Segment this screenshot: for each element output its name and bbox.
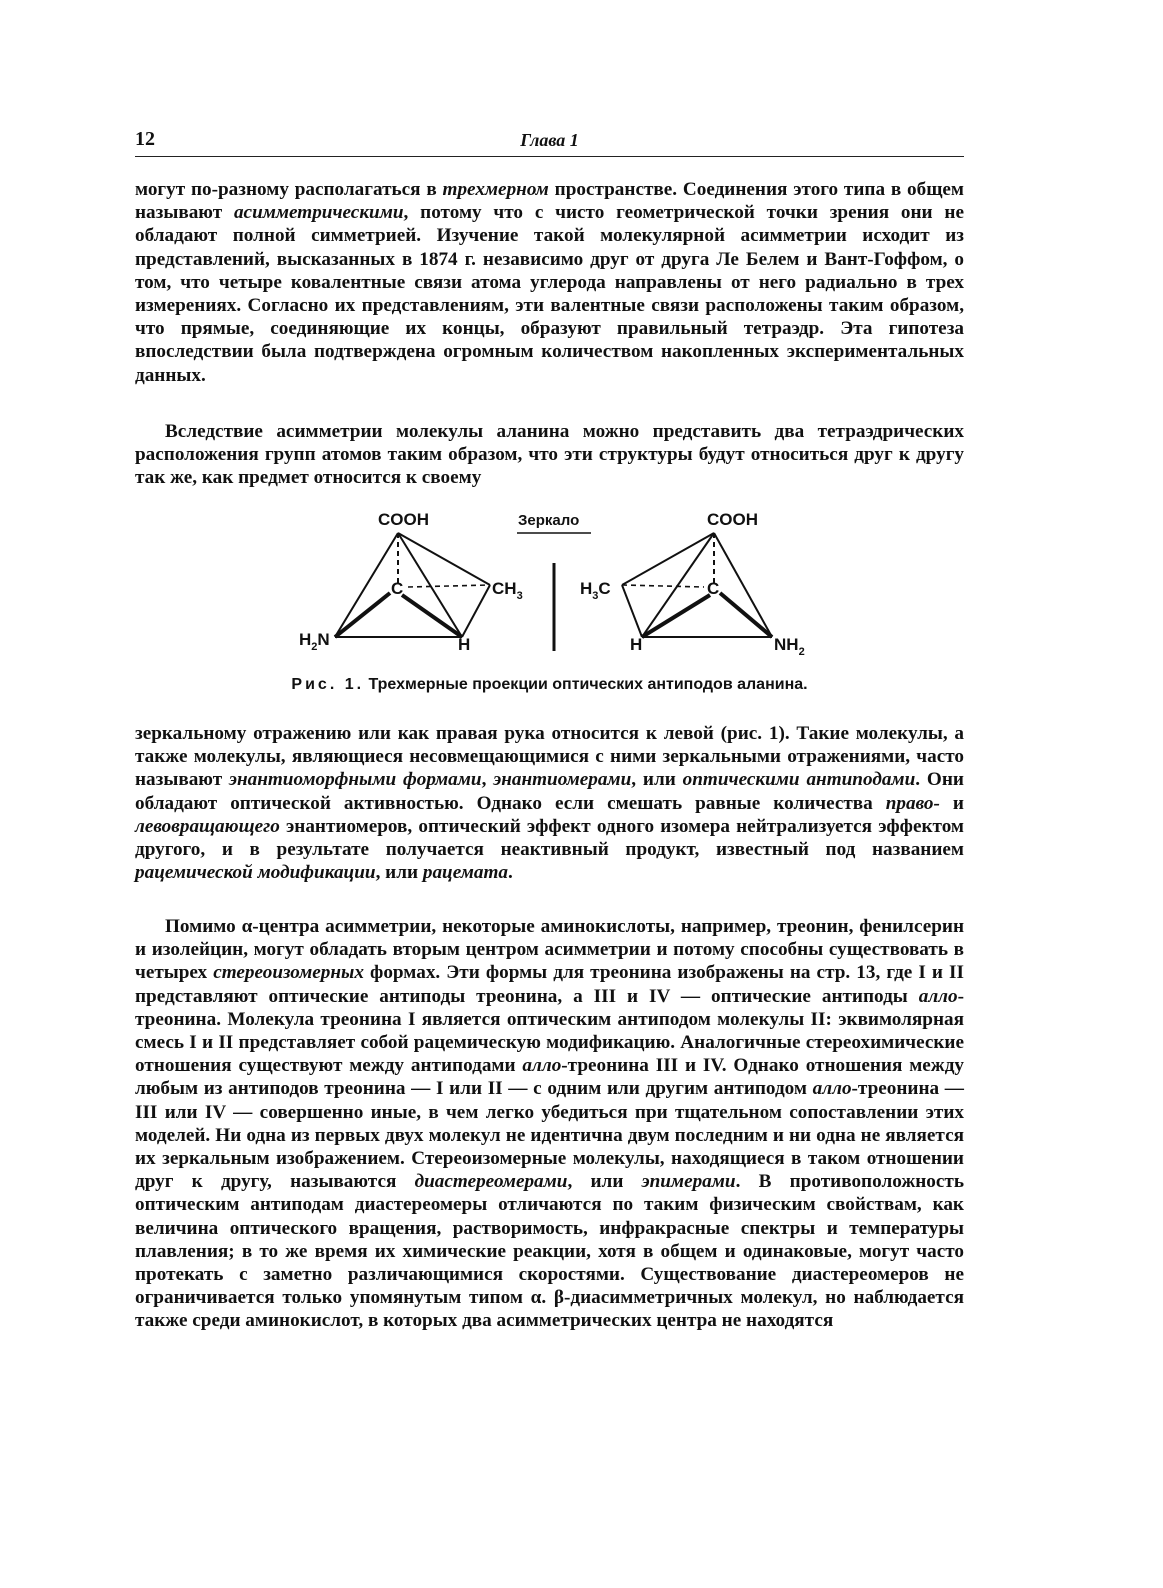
left-tetrahedron [335, 533, 490, 637]
text-run: Вследствие асимметрии молекулы аланина можно представить два тетраэдрических расположения групп атомов таким образом, что эти структуры будут относиться друг к другу так же, как предмет относится к своему [135, 421, 964, 489]
figure-caption-label: Рис. 1. [291, 676, 365, 693]
left-h2n-label: $H_2N$ [299, 630, 330, 653]
figure-caption-text: Трехмерные проекции оптических антиподов аланина. [364, 676, 808, 693]
paragraph-4 [135, 915, 964, 1333]
text-run: -треонина. Молекула треонина I является оптическим антиподом молекулы II: эквимолярная смесь I и II представляет собой рацемическую модификацию. Аналогичные стереохимические отношения существуют между антиподами [135, 985, 964, 1077]
right-h-label: H [630, 635, 643, 654]
italic-term: оптическими антиподами [682, 769, 916, 791]
text-run: , [481, 769, 494, 791]
page-number: 12 [135, 128, 155, 150]
italic-term: алло [918, 985, 958, 1007]
italic-term: эпимерами [641, 1171, 736, 1193]
page-header [135, 128, 964, 157]
text-run: . Они обладают оптической активностью. Однако если смешать равные количества [135, 769, 964, 814]
italic-term: стереоизомерных [213, 962, 364, 984]
text-run: и [939, 792, 964, 814]
italic-term: энантиомерами [493, 769, 632, 791]
text-run: , или [567, 1171, 642, 1193]
italic-term: алло [812, 1078, 852, 1100]
right-c-label: C [707, 579, 720, 598]
text-run: , потому что с чисто геометрической точки зрения они не обладают полной симметрией. Изучение такой молекулярной асимметрии исходит из представлений, высказанных в 1874 г. независимо друг от друга Ле Белем и Вант-Гоффом, о том, что четыре ковалентные связи атома углерода направлены от него радиально в трех измерениях. Согласно их представлениям, эти валентные связи расположены таким образом, что прямые, соединяющие их концы, образуют правильный тетраэдр. Эта гипотеза впоследствии была подтверждена огромным количеством накопленных экспериментальных данных. [135, 202, 964, 386]
mirror-label: Зеркало [518, 512, 580, 529]
text-run: формах. Эти формы для треонина изображены на стр. 13, где I и II представляют оптические антиподы треонина, а III и IV — оптические антиподы [135, 962, 964, 1007]
text-run: Помимо α-центра асимметрии, некоторые аминокислоты, например, треонин, фенилсерин и изолейцин, могут обладать вторым центром асимметрии и потому способны существовать в четырех [135, 916, 964, 984]
left-cooh-label: COOH [378, 510, 429, 529]
italic-term: рацемической модификации [135, 862, 376, 884]
paragraph-1 [135, 178, 964, 387]
italic-term: левовращающего [135, 815, 280, 837]
left-ch3-label: $CH_3$ [492, 579, 523, 602]
text-run: -треонина III и IV. Однако отношения между любым из антиподов треонина — I или II — с одним или другим антиподом [135, 1055, 964, 1100]
italic-term: алло [522, 1055, 562, 1077]
italic-term: энантиоморфными формами [229, 769, 482, 791]
text-run: -треонина — III или IV — совершенно иные, в чем легко убедиться при тщательном сопоставлении этих моделей. Ни одна из первых двух молекул не идентична двум последним и ни одна не является их зеркальным изображением. Стереоизомерные молекулы, находящиеся в таком отношении друг к другу, называются [135, 1078, 964, 1193]
paragraph-3 [135, 722, 964, 884]
right-nh2-label: $NH_2$ [774, 635, 805, 658]
text-run: зеркальному отражению или как правая рука относится к левой (рис. 1). Такие молекулы, а также молекулы, являющиеся несовмещающимися с ними зеркальными отражениями, часто называют [135, 723, 964, 791]
italic-term: асимметрическими [233, 202, 404, 224]
text-run: пространстве. Соединения этого типа в общем называют [135, 179, 965, 224]
text-run: , или [375, 862, 423, 884]
figure-caption [135, 676, 964, 694]
right-h3c-label: $H_3C$ [580, 579, 611, 602]
chapter-title: Глава 1 [520, 130, 579, 150]
text-run: . [508, 862, 513, 884]
italic-term: трехмерном [442, 179, 549, 200]
italic-term: диастереомерами [414, 1171, 568, 1193]
left-h-label: H [458, 635, 471, 654]
text-run: могут по-разному располагаться в [135, 179, 443, 200]
italic-term: рацемата [422, 862, 508, 884]
right-cooh-label: COOH [707, 510, 758, 529]
text-run: . В противоположность оптическим антиподам диастереомеры отличаются по таким физическим свойствам, как величина оптического вращения, растворимость, инфракрасные спектры и температуры плавления; в то же время их химические реакции, хотя в общем и одинаковые, могут часто протекать с заметно различающимися скоростями. Существование диастереомеров не ограничивается только упомянутым типом α. β-диасимметричных молекул, но наблюдается также среди аминокислот, в которых два асимметрических центра не находятся [135, 1171, 964, 1332]
text-run: , или [631, 769, 683, 791]
paragraph-2 [135, 420, 964, 490]
alanine-figure [290, 505, 890, 665]
italic-term: право- [885, 792, 940, 814]
text-run: энантиомеров, оптический эффект одного изомера нейтрализуется эффектом другого, и в результате получается неактивный продукт, известный под названием [135, 815, 964, 861]
right-tetrahedron [622, 533, 772, 637]
left-c-label: C [391, 579, 404, 598]
